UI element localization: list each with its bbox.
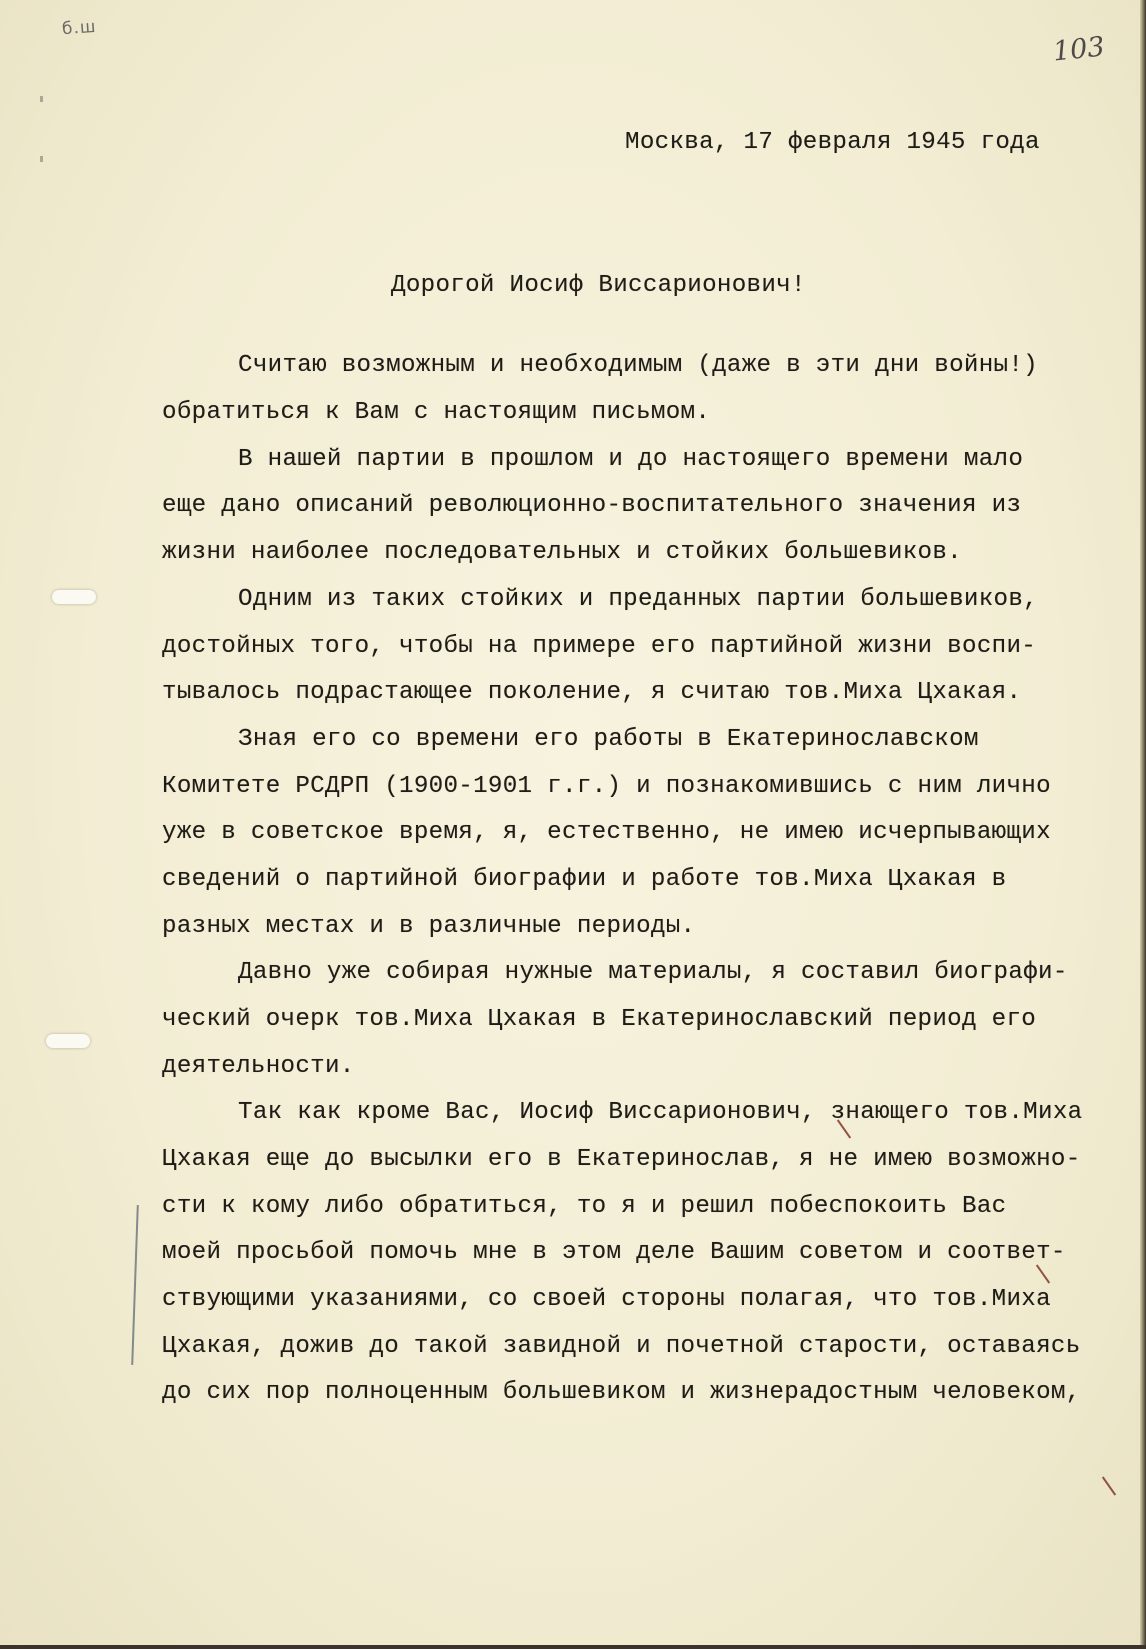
body-line: Давно уже собирая нужные материалы, я составил биографи- [238,959,1068,986]
pencil-margin-mark [131,1205,139,1365]
body-line: Считаю возможным и необходимым (даже в эти дни войны!) [238,352,1039,379]
body-line: Одним из таких стойких и преданных партии большевиков, [238,586,1039,613]
body-line: разных местах и в различные периоды. [162,913,696,940]
paper-speck [40,156,43,162]
folio-number: 103 [1051,31,1107,68]
archive-mark: б.ш [61,16,98,40]
body-line: до сих пор полноценным большевиком и жизнерадостным человеком, [162,1379,1081,1406]
body-line: ческий очерк тов.Миха Цхакая в Екатеринославский период его [162,1006,1037,1033]
body-line: уже в советское время, я, естественно, не имею исчерпывающих [162,819,1051,846]
body-line: деятельности. [162,1053,355,1080]
body-line: сведений о партийной биографии и работе тов.Миха Цхакая в [162,866,1007,893]
body-line: жизни наиболее последовательных и стойких большевиков. [162,539,963,566]
page-edge-shadow [1140,0,1146,1649]
body-line: достойных того, чтобы на примере его партийной жизни воспи- [162,633,1037,660]
body-line: Зная его со времени его работы в Екатеринославском [238,726,979,753]
body-line: сти к кому либо обратиться, то я и решил побеспокоить Вас [162,1193,1007,1220]
body-line: еще дано описаний революционно-воспитательного значения из [162,492,1022,519]
paper-speck [40,96,43,102]
pencil-tick-mark [1102,1476,1116,1495]
binding-tear [46,1034,90,1048]
body-line: Так как кроме Вас, Иосиф Виссарионович, знающего тов.Миха [238,1099,1083,1126]
body-line: Цхакая, дожив до такой завидной и почетной старости, оставаясь [162,1333,1081,1360]
body-line: обратиться к Вам с настоящим письмом. [162,399,711,426]
page-bottom-edge [0,1645,1146,1649]
body-line: Комитете РСДРП (1900-1901 г.г.) и познакомившись с ним лично [162,773,1051,800]
body-line: тывалось подрастающее поколение, я считаю тов.Миха Цхакая. [162,679,1022,706]
body-line: моей просьбой помочь мне в этом деле Вашим советом и соответ- [162,1239,1066,1266]
body-line: Цхакая еще до высылки его в Екатеринослав, я не имею возможно- [162,1146,1081,1173]
body-line: ствующими указаниями, со своей стороны полагая, что тов.Миха [162,1286,1051,1313]
salutation: Дорогой Иосиф Виссарионович! [391,272,806,299]
place-date: Москва, 17 февраля 1945 года [625,129,1040,156]
binding-tear [52,590,96,604]
body-line: В нашей партии в прошлом и до настоящего времени мало [238,446,1024,473]
